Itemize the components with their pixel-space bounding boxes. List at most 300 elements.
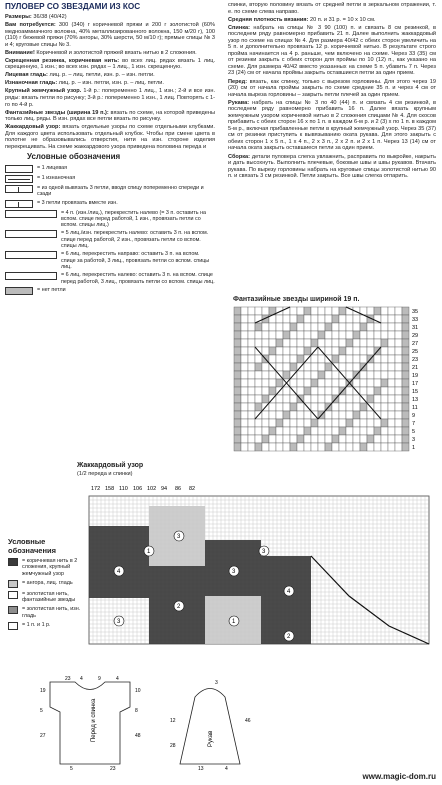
chart-cell — [381, 419, 388, 427]
chart-cell — [395, 443, 402, 451]
chart-cell — [248, 347, 255, 355]
chart-cell — [241, 427, 248, 435]
chart-cell — [353, 403, 360, 411]
chart-cell — [283, 331, 290, 339]
chart-cell — [395, 403, 402, 411]
paragraph-text: набрать на спицы № 3 по 40 (44) п. и связать 4 см резинкой, в последнем ряду равномерно прибавить 16 п. Далее вязать крупным жемчужным узором коричневой нитью в 2 сложения спицами № 4. Для скосов прибавить с обеих сторон 16 х по 1 п. в каждом 6-м р. и 2 (3) х по 1 п. в каждом 5-м р., включая прибавленные петли в крупный жемчужный узор. Через 35 (37) см от резинки приступить к вывязыванию оката рукава. Для этого закрыть с обеих сторон 1 х 5 п., 1 х 4 п., 2 х 3 п., 2 х 2 п. и 2 х 1 п. Через 13 (14) см от начала оката закрыть оставшиеся петли за один прием. — [228, 99, 436, 152]
chart-cell — [388, 395, 395, 403]
chart-cell — [241, 315, 248, 323]
chart-cell — [255, 355, 262, 363]
chart-cell — [234, 395, 241, 403]
chart-cell — [234, 307, 241, 315]
chart-cell — [332, 403, 339, 411]
chart-cell — [360, 443, 367, 451]
chart-cell — [374, 379, 381, 387]
paragraph-heading: Фантазийные звезды (ширина 19 п.): — [5, 109, 109, 116]
chart-cell — [325, 427, 332, 435]
chart-cell — [402, 339, 409, 347]
chart-cell — [353, 331, 360, 339]
chart-cell — [255, 363, 262, 371]
legend-item — [5, 185, 215, 198]
chart-cell — [234, 379, 241, 387]
chart-cell — [241, 331, 248, 339]
chart-cell — [297, 387, 304, 395]
pattern-mark-label: 4 — [117, 569, 121, 575]
chart-cell — [276, 435, 283, 443]
paragraph-text: Коричневой и золотистой пряжей вязать нитью в 2 сложения. — [34, 49, 197, 56]
pattern-block — [89, 526, 149, 598]
chart-cell — [311, 403, 318, 411]
left-paragraph — [5, 14, 215, 21]
chart-cell — [353, 419, 360, 427]
chart-cell — [255, 331, 262, 339]
chart-cell — [346, 443, 353, 451]
chart-cell — [388, 403, 395, 411]
chart-cell — [374, 323, 381, 331]
pattern-mark-label: 1 — [232, 619, 236, 625]
chart-cell — [388, 419, 395, 427]
legend-text: = 5 лиц./изн. перекрестить налево: оставить 3 п. на вспом. спице перед работой, 2 изн., провязать петли со вспом. спицы лиц. — [61, 230, 209, 250]
pattern-mark-label: 3 — [232, 569, 236, 575]
legend-item — [5, 230, 215, 249]
chart-cell — [395, 339, 402, 347]
chart-cell — [332, 331, 339, 339]
chart-cell — [311, 339, 318, 347]
chart-cell — [346, 411, 353, 419]
row-label: 19 — [412, 373, 419, 379]
chart-cell — [374, 443, 381, 451]
chart-cell — [353, 395, 360, 403]
color-swatch — [8, 558, 18, 566]
chart-cell — [381, 379, 388, 387]
chart-cell — [367, 419, 374, 427]
measurement-number: 13 — [198, 766, 204, 772]
chart-cell — [241, 379, 248, 387]
left-paragraphs — [5, 14, 215, 150]
chart-cell — [318, 323, 325, 331]
chart-cell — [234, 347, 241, 355]
legend-symbol — [5, 272, 57, 280]
chart-cell — [248, 379, 255, 387]
paragraph-heading: Сборка: — [228, 153, 251, 160]
chart-cell — [332, 347, 339, 355]
jacquard-subtitle: (1/2 переда и спинки) — [77, 471, 133, 477]
chart-cell — [241, 307, 248, 315]
chart-cell — [374, 371, 381, 379]
row-label: 5 — [412, 429, 416, 435]
legend-title: Условные обозначения — [27, 152, 121, 162]
top-number: 106 — [133, 486, 143, 492]
measurement-number: 4 — [116, 676, 119, 682]
paragraph-text: спинки, вторую половину вязать от средней петли в зеркальном отражении, т. е. по схеме слева направо. — [228, 2, 436, 15]
chart-cell — [276, 419, 283, 427]
chart-cell — [269, 379, 276, 387]
chart-cell — [290, 315, 297, 323]
chart-cell — [290, 307, 297, 315]
paragraph-heading: Перед: — [228, 78, 248, 85]
legend-item — [5, 251, 215, 270]
chart-cell — [374, 307, 381, 315]
chart-cell — [241, 339, 248, 347]
chart-cell — [353, 427, 360, 435]
chart-cell — [367, 339, 374, 347]
chart-cell — [248, 355, 255, 363]
chart-cell — [381, 427, 388, 435]
jacquard-chart — [85, 478, 437, 648]
chart-cell — [318, 363, 325, 371]
chart-cell — [388, 323, 395, 331]
chart-cell — [283, 435, 290, 443]
legend-text: = золотистая нить, фантазийные звезды — [22, 590, 76, 604]
chart-cell — [360, 379, 367, 387]
paragraph-text: 1-й р.: попеременно 1 лиц., 1 изн.; 2-й и все изн. ряды: вязать петли по рисунку; 3-й р.: попеременно 1 изн., 1 лиц. Повторять с 1-го по 4-й р. — [5, 88, 216, 108]
chart-cell — [234, 403, 241, 411]
chart-cell — [269, 427, 276, 435]
sleeve-schematic — [180, 689, 240, 765]
chart-cell — [255, 403, 262, 411]
row-label: 21 — [412, 365, 419, 371]
chart-cell — [395, 323, 402, 331]
paragraph-text: вязать отдельные узоры по схеме отдельными клубками. Для каждого цвета использовать отдельный клубок. Чтобы при смене цвета в полотне не образовывались отверстия, нити на изн. стороне изделия перекрещивать. На схеме жаккардового узора приведена половина переда и — [5, 124, 215, 150]
chart-cell — [325, 339, 332, 347]
chart-cell — [283, 371, 290, 379]
chart-cell — [381, 395, 388, 403]
paragraph-text: лиц. р. – изн. петли, изн. р. – лиц. петли. — [57, 80, 164, 87]
chart-cell — [325, 411, 332, 419]
chart-cell — [402, 379, 409, 387]
chart-cell — [248, 419, 255, 427]
pattern-mark-label: 2 — [177, 604, 181, 610]
pattern-block — [261, 556, 311, 644]
chart-cell — [325, 363, 332, 371]
chart-cell — [276, 427, 283, 435]
chart-cell — [395, 307, 402, 315]
chart-cell — [248, 443, 255, 451]
chart-cell — [269, 355, 276, 363]
legend-text: = 1 изнаночная — [37, 174, 76, 181]
legend-symbol — [5, 200, 33, 208]
chart-cell — [367, 323, 374, 331]
chart-cell — [297, 307, 304, 315]
legend-symbol — [5, 185, 33, 193]
legend-text: = 1 лицевая — [37, 164, 68, 171]
measurement-number: 5 — [40, 708, 43, 714]
jacquard-legend-item — [8, 591, 88, 604]
chart-cell — [388, 363, 395, 371]
chart-cell — [262, 443, 269, 451]
chart-cell — [395, 435, 402, 443]
chart-cell — [388, 443, 395, 451]
chart-cell — [283, 323, 290, 331]
chart-cell — [339, 403, 346, 411]
color-swatch — [8, 606, 18, 614]
top-number: 110 — [119, 486, 128, 492]
chart-cell — [367, 347, 374, 355]
chart-cell — [276, 379, 283, 387]
chart-cell — [381, 371, 388, 379]
row-label: 27 — [412, 341, 419, 347]
legend-text: = 1 п. и 1 р. — [22, 622, 51, 629]
chart-cell — [255, 371, 262, 379]
chart-cell — [241, 419, 248, 427]
right-paragraph — [228, 2, 436, 15]
measurement-number: 27 — [40, 733, 46, 739]
chart-cell — [276, 411, 283, 419]
chart-cell — [395, 387, 402, 395]
chart-cell — [353, 315, 360, 323]
paragraph-heading: Скрещенная резинка, коричневая нить: — [5, 57, 120, 64]
chart-cell — [402, 427, 409, 435]
chart-cell — [262, 363, 269, 371]
legend-item — [5, 287, 215, 295]
chart-cell — [395, 355, 402, 363]
row-label: 23 — [412, 357, 419, 363]
chart-cell — [248, 403, 255, 411]
chart-cell — [353, 379, 360, 387]
chart-cell — [360, 371, 367, 379]
chart-cell — [381, 411, 388, 419]
paragraph-heading: Вам потребуется: — [5, 22, 56, 29]
chart-cell — [297, 427, 304, 435]
chart-cell — [234, 315, 241, 323]
chart-cell — [339, 331, 346, 339]
chart-cell — [290, 427, 297, 435]
chart-cell — [339, 347, 346, 355]
chart-cell — [318, 387, 325, 395]
chart-cell — [255, 339, 262, 347]
chart-cell — [297, 435, 304, 443]
chart-cell — [339, 379, 346, 387]
legend-item — [5, 272, 215, 285]
chart-cell — [297, 411, 304, 419]
chart-cell — [367, 379, 374, 387]
chart-cell — [297, 419, 304, 427]
chart-cell — [325, 331, 332, 339]
chart-cell — [276, 315, 283, 323]
chart-cell — [367, 443, 374, 451]
chart-cell — [360, 323, 367, 331]
chart-cell — [311, 443, 318, 451]
chart-cell — [283, 395, 290, 403]
chart-cell — [402, 435, 409, 443]
chart-cell — [262, 323, 269, 331]
chart-cell — [255, 419, 262, 427]
paragraph-text: детали пуловера слегка увлажнить, расправить по выкройке, накрыть и дать высохнуть. Выполнить плечевые, боковые швы и швы рукавов. Втачать рукава. По вырезу горловины набрать на круговые спицы золотистой нитью 90 п. и связать 3 см резинкой. Петли закрыть. Все швы слегка отпарить. — [228, 153, 436, 180]
chart-cell — [388, 387, 395, 395]
chart-cell — [255, 443, 262, 451]
chart-cell — [248, 387, 255, 395]
chart-cell — [353, 443, 360, 451]
chart-cell — [360, 411, 367, 419]
chart-cell — [262, 435, 269, 443]
chart-cell — [388, 355, 395, 363]
chart-cell — [255, 379, 262, 387]
chart-cell — [381, 307, 388, 315]
front-back-schematic — [50, 682, 130, 764]
front-back-label: Перед и спинка — [91, 698, 97, 742]
chart-cell — [262, 347, 269, 355]
chart-cell — [276, 323, 283, 331]
chart-cell — [311, 419, 318, 427]
chart-cell — [367, 411, 374, 419]
chart-cell — [262, 331, 269, 339]
chart-cell — [290, 403, 297, 411]
chart-cell — [395, 371, 402, 379]
chart-cell — [276, 347, 283, 355]
chart-cell — [339, 339, 346, 347]
chart-cell — [339, 355, 346, 363]
paragraph-text: во всех лиц. рядах вязать 1 лиц. скрещенную, 1 изн.; во всех изн. рядах – 1 лиц., 1 изн. скрещенную. — [5, 57, 215, 71]
chart-cell — [388, 307, 395, 315]
chart-cell — [395, 363, 402, 371]
legend-symbol — [5, 287, 33, 295]
chart-cell — [318, 395, 325, 403]
chart-cell — [402, 411, 409, 419]
chart-cell — [276, 395, 283, 403]
chart-cell — [248, 331, 255, 339]
chart-cell — [318, 315, 325, 323]
chart-cell — [276, 363, 283, 371]
chart-cell — [241, 371, 248, 379]
legend-item — [5, 210, 215, 229]
chart-cell — [381, 403, 388, 411]
chart-cell — [311, 427, 318, 435]
chart-cell — [353, 339, 360, 347]
symbol-legend — [5, 165, 215, 295]
chart-cell — [332, 427, 339, 435]
chart-cell — [248, 411, 255, 419]
legend-text: = 6 лиц. перекрестить направо: оставить 3 п. на вспом. спице за работой, 3 лиц., провязать петли со вспом. спицы лиц. — [61, 251, 210, 270]
chart-cell — [402, 315, 409, 323]
chart-cell — [318, 355, 325, 363]
paragraph-heading: Лицевая гладь: — [5, 72, 48, 79]
chart-cell — [325, 307, 332, 315]
chart-cell — [248, 339, 255, 347]
sleeve-label: Рукав — [208, 730, 214, 747]
chart-cell — [367, 363, 374, 371]
chart-cell — [325, 323, 332, 331]
measurement-number: 5 — [70, 766, 73, 772]
paragraph-text: 36/38 (40/42) — [31, 14, 67, 20]
paragraph-heading: Рукава: — [228, 99, 250, 106]
row-label: 31 — [412, 325, 419, 331]
chart-cell — [290, 435, 297, 443]
chart-cell — [269, 339, 276, 347]
chart-cell — [367, 371, 374, 379]
right-paragraph — [228, 79, 436, 99]
chart-cell — [269, 443, 276, 451]
chart-cell — [311, 379, 318, 387]
chart-cell — [381, 443, 388, 451]
chart-cell — [304, 363, 311, 371]
chart-cell — [395, 331, 402, 339]
star-chart — [232, 305, 432, 455]
pattern-mark-label: 3 — [117, 619, 121, 625]
chart-cell — [269, 387, 276, 395]
chart-cell — [290, 355, 297, 363]
chart-cell — [318, 419, 325, 427]
chart-cell — [381, 331, 388, 339]
chart-cell — [241, 363, 248, 371]
chart-cell — [353, 435, 360, 443]
chart-cell — [255, 395, 262, 403]
chart-cell — [367, 331, 374, 339]
chart-cell — [269, 411, 276, 419]
chart-cell — [360, 403, 367, 411]
chart-cell — [353, 363, 360, 371]
chart-cell — [402, 347, 409, 355]
measurement-number: 9 — [98, 676, 101, 682]
chart-cell — [395, 395, 402, 403]
chart-cell — [234, 411, 241, 419]
chart-cell — [402, 387, 409, 395]
chart-cell — [283, 427, 290, 435]
legend-text: = нет петли — [37, 286, 66, 293]
chart-cell — [311, 323, 318, 331]
chart-cell — [262, 411, 269, 419]
chart-cell — [290, 411, 297, 419]
site-url: www.magic-dom.ru — [362, 772, 436, 781]
chart-cell — [360, 419, 367, 427]
row-label: 1 — [412, 445, 416, 451]
legend-text: = 3 петли провязать вместе изн. — [37, 199, 118, 206]
jacquard-heading — [77, 462, 143, 478]
chart-cell — [402, 331, 409, 339]
chart-cell — [395, 379, 402, 387]
chart-cell — [262, 395, 269, 403]
chart-cell — [339, 315, 346, 323]
legend-symbol — [5, 251, 57, 259]
chart-cell — [262, 379, 269, 387]
chart-cell — [234, 339, 241, 347]
chart-cell — [395, 419, 402, 427]
chart-cell — [339, 307, 346, 315]
chart-cell — [332, 379, 339, 387]
chart-cell — [346, 395, 353, 403]
legend-symbol — [5, 165, 33, 173]
row-label: 33 — [412, 317, 419, 323]
chart-cell — [318, 443, 325, 451]
chart-cell — [402, 371, 409, 379]
chart-cell — [346, 355, 353, 363]
chart-cell — [241, 411, 248, 419]
chart-cell — [262, 339, 269, 347]
left-paragraph — [5, 22, 215, 48]
measurement-number: 48 — [135, 733, 141, 739]
chart-cell — [248, 315, 255, 323]
measurement-number: 8 — [135, 708, 138, 714]
chart-cell — [353, 347, 360, 355]
right-paragraphs — [228, 2, 436, 180]
chart-cell — [262, 427, 269, 435]
chart-cell — [297, 403, 304, 411]
chart-cell — [402, 395, 409, 403]
chart-cell — [234, 363, 241, 371]
chart-cell — [325, 443, 332, 451]
chart-cell — [325, 395, 332, 403]
color-swatch — [8, 580, 18, 588]
chart-cell — [290, 379, 297, 387]
chart-cell — [311, 355, 318, 363]
chart-cell — [234, 371, 241, 379]
chart-cell — [325, 435, 332, 443]
garment-schematics — [20, 672, 270, 772]
paragraph-text: вязать, как спинку, только с вырезом горловины. Для этого через 19 (20) см от начала проймы закрыть по схеме средние 35 п. и через 4 см от начала выреза горловины – закрыть петли плечей за один прием. — [228, 78, 436, 98]
chart-cell — [276, 355, 283, 363]
chart-cell — [255, 323, 262, 331]
chart-cell — [304, 419, 311, 427]
chart-cell — [388, 339, 395, 347]
